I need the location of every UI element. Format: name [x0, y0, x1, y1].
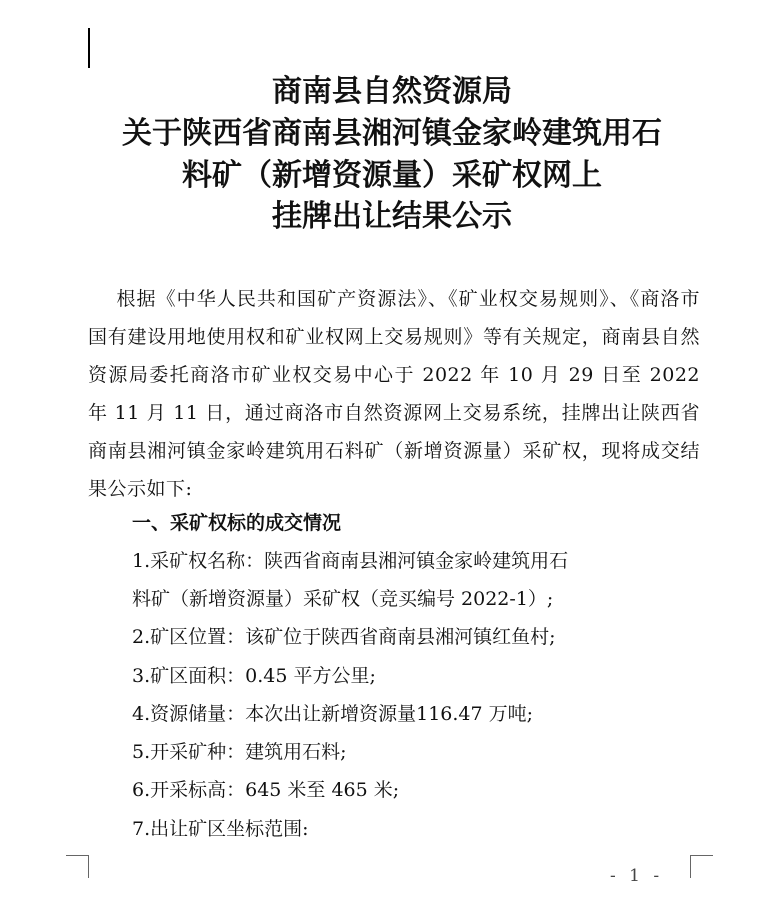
item-1-line-2: 料矿（新增资源量）采矿权（竞买编号 2022-1）; — [132, 588, 554, 610]
item-5: 5.开采矿种：建筑用石料; — [132, 741, 347, 763]
item-6: 6.开采标高：645 米至 465 米; — [132, 779, 400, 801]
title-line-3: 料矿（新增资源量）采矿权网上 — [182, 158, 602, 193]
text-cursor — [88, 28, 90, 68]
margin-corner-left — [66, 855, 89, 878]
title-line-2: 关于陕西省商南县湘河镇金家岭建筑用石 — [122, 116, 662, 151]
page-number: - 1 - — [610, 866, 664, 886]
item-4: 4.资源储量：本次出让新增资源量116.47 万吨; — [132, 703, 534, 725]
title-line-1: 商南县自然资源局 — [272, 74, 512, 109]
item-7: 7.出让矿区坐标范围: — [132, 818, 309, 840]
item-1-line-1: 1.采矿权名称：陕西省商南县湘河镇金家岭建筑用石 — [132, 550, 569, 572]
section-1-heading: 一、采矿权标的成交情况 — [132, 512, 342, 534]
margin-corner-right — [690, 855, 713, 878]
item-2: 2.矿区位置：该矿位于陕西省商南县湘河镇红鱼村; — [132, 626, 556, 648]
title-line-4: 挂牌出让结果公示 — [272, 199, 512, 234]
intro-paragraph: 根据《中华人民共和国矿产资源法》、《矿业权交易规则》、《商洛市国有建设用地使用权和矿业权网上交易规则》等有关规定，商南县自然资源局委托商洛市矿业权交易中心于 2022 年 10 月 29 日至 2022 年 11 月 11 日，通过商洛市自然资源网上交易系统，挂牌出让陕西省商南县湘河镇金家岭建筑用石料矿（新增资源量）采矿权，现将成交结果公示如下: — [88, 288, 707, 500]
item-3: 3.矿区面积：0.45 平方公里; — [132, 665, 376, 687]
